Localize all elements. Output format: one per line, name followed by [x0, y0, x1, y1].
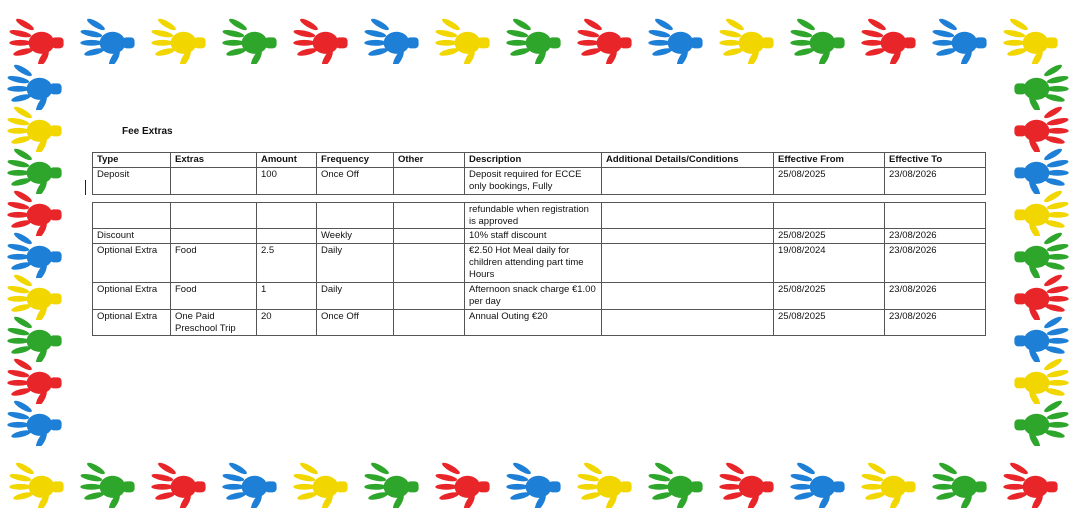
hand-print-icon: [6, 400, 62, 446]
hand-print-icon: [789, 462, 845, 508]
table-cell: 1: [257, 282, 317, 309]
table-cell: Once Off: [317, 167, 394, 194]
table-row: [93, 244, 986, 283]
hand-print-icon: [931, 462, 987, 508]
hand-print-icon: [6, 148, 62, 194]
column-header: Additional Details/Conditions: [602, 153, 774, 168]
table-cell: Once Off: [317, 309, 394, 336]
table-cell: 25/08/2025: [774, 309, 885, 336]
hand-print-icon: [221, 18, 277, 64]
hand-print-icon: [6, 232, 62, 278]
text-cursor: [85, 180, 86, 195]
table-cell: 25/08/2025: [774, 282, 885, 309]
column-header: Effective To: [885, 153, 986, 168]
table-cell: Optional Extra: [93, 309, 171, 336]
column-header: Other: [394, 153, 465, 168]
table-row: [93, 167, 986, 194]
table-cell: 23/08/2026: [885, 244, 986, 283]
table-row: [93, 282, 986, 309]
table-cell: [394, 202, 465, 229]
table-cell: €2.50 Hot Meal daily for children attending part time Hours: [465, 244, 602, 283]
table-cell: [602, 229, 774, 244]
table-cell: 20: [257, 309, 317, 336]
table-cell: Daily: [317, 282, 394, 309]
table-cell: [394, 244, 465, 283]
table-row: [93, 202, 986, 229]
table-cell: [257, 202, 317, 229]
table-cell: [602, 202, 774, 229]
table-cell: Annual Outing €20: [465, 309, 602, 336]
section-title: Fee Extras: [122, 126, 173, 137]
table-cell: Food: [171, 282, 257, 309]
hand-print-icon: [1014, 64, 1070, 110]
table-cell: 23/08/2026: [885, 167, 986, 194]
hand-print-icon: [1014, 190, 1070, 236]
table-cell: 25/08/2025: [774, 167, 885, 194]
table-cell: [602, 167, 774, 194]
table-cell: Optional Extra: [93, 244, 171, 283]
table-row: [93, 309, 986, 336]
table-cell: 25/08/2025: [774, 229, 885, 244]
table-cell: 23/08/2026: [885, 282, 986, 309]
table-cell: 23/08/2026: [885, 229, 986, 244]
hand-print-icon: [647, 18, 703, 64]
hand-print-icon: [576, 462, 632, 508]
table-cell: 2.5: [257, 244, 317, 283]
hand-print-icon: [6, 274, 62, 320]
hand-print-icon: [6, 106, 62, 152]
table-cell: Afternoon snack charge €1.00 per day: [465, 282, 602, 309]
hand-print-icon: [363, 462, 419, 508]
table-cell: 10% staff discount: [465, 229, 602, 244]
hand-print-icon: [6, 190, 62, 236]
table-cell: Discount: [93, 229, 171, 244]
hand-print-icon: [1014, 400, 1070, 446]
hand-print-icon: [292, 18, 348, 64]
table-cell: 23/08/2026: [885, 309, 986, 336]
hand-print-icon: [8, 18, 64, 64]
table-cell: [93, 202, 171, 229]
fee-extras-table: [92, 152, 986, 336]
hand-print-icon: [576, 18, 632, 64]
column-header: Type: [93, 153, 171, 168]
table-cell: [774, 202, 885, 229]
table-cell: 19/08/2024: [774, 244, 885, 283]
hand-print-icon: [434, 18, 490, 64]
column-header: Effective From: [774, 153, 885, 168]
hand-print-icon: [860, 18, 916, 64]
hand-print-icon: [1014, 358, 1070, 404]
table-cell: Optional Extra: [93, 282, 171, 309]
table-cell: Weekly: [317, 229, 394, 244]
hand-print-icon: [434, 462, 490, 508]
column-header: Description: [465, 153, 602, 168]
hand-print-icon: [1014, 148, 1070, 194]
table-cell: [171, 229, 257, 244]
table-cell: One Paid Preschool Trip: [171, 309, 257, 336]
document-page: [80, 112, 1000, 412]
hand-print-icon: [1002, 18, 1058, 64]
hand-print-icon: [6, 316, 62, 362]
table-row: [93, 229, 986, 244]
hand-print-icon: [6, 64, 62, 110]
table-cell: [885, 202, 986, 229]
table-cell: [602, 282, 774, 309]
table-cell: [317, 202, 394, 229]
hand-print-icon: [505, 462, 561, 508]
table-cell: [602, 309, 774, 336]
table-cell: [394, 309, 465, 336]
table-cell: [171, 167, 257, 194]
table-cell: [394, 229, 465, 244]
hand-print-icon: [150, 462, 206, 508]
table-header-row: [93, 153, 986, 168]
hand-print-icon: [8, 462, 64, 508]
hand-print-icon: [79, 18, 135, 64]
hand-print-icon: [1014, 274, 1070, 320]
column-header: Extras: [171, 153, 257, 168]
table-cell: [257, 229, 317, 244]
hand-print-icon: [647, 462, 703, 508]
hand-print-icon: [505, 18, 561, 64]
table-cell: [602, 244, 774, 283]
hand-print-icon: [79, 462, 135, 508]
hand-print-icon: [718, 18, 774, 64]
hand-print-icon: [789, 18, 845, 64]
column-header: Frequency: [317, 153, 394, 168]
hand-print-icon: [150, 18, 206, 64]
table-cell: Deposit: [93, 167, 171, 194]
hand-print-icon: [1014, 106, 1070, 152]
hand-print-icon: [718, 462, 774, 508]
table-cell: 100: [257, 167, 317, 194]
table-cell: [394, 282, 465, 309]
column-header: Amount: [257, 153, 317, 168]
hand-print-icon: [931, 18, 987, 64]
hand-print-icon: [1002, 462, 1058, 508]
hand-print-icon: [1014, 316, 1070, 362]
table-cell: Deposit required for ECCE only bookings, Fully: [465, 167, 602, 194]
hand-print-icon: [860, 462, 916, 508]
hand-print-icon: [221, 462, 277, 508]
page-break-gap: [93, 194, 986, 202]
hand-print-icon: [1014, 232, 1070, 278]
table-cell: [171, 202, 257, 229]
hand-print-icon: [363, 18, 419, 64]
hand-print-icon: [292, 462, 348, 508]
table-cell: [394, 167, 465, 194]
table-cell: Daily: [317, 244, 394, 283]
table-cell: Food: [171, 244, 257, 283]
hand-print-icon: [6, 358, 62, 404]
table-cell: refundable when registration is approved: [465, 202, 602, 229]
